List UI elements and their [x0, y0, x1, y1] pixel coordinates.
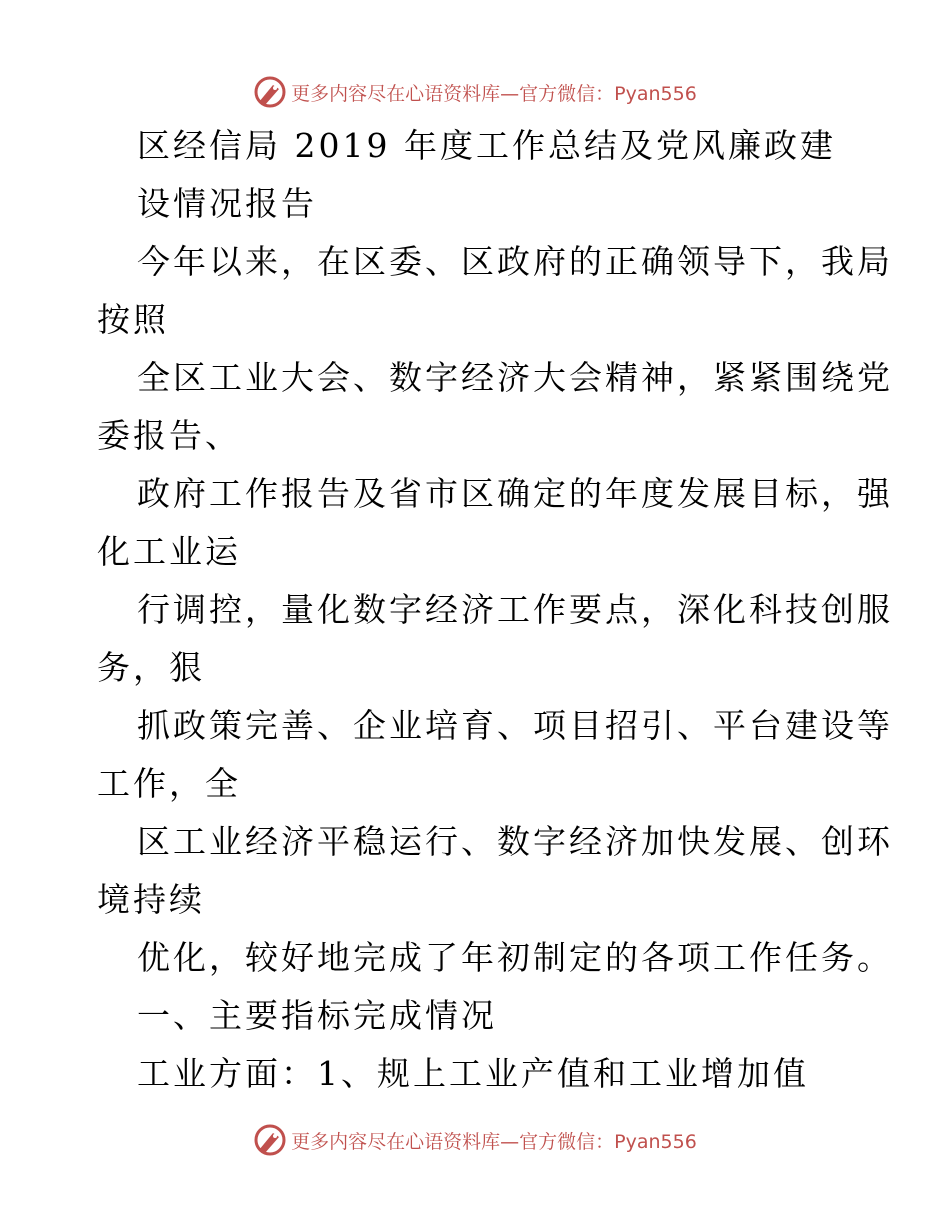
header-watermark [0, 72, 950, 112]
doc-title-line-2: 设情况报告 [137, 184, 317, 223]
doc-paragraph-line: 按照 [97, 300, 169, 339]
doc-paragraph-line: 优化，较好地完成了年初制定的各项工作任务。 [137, 938, 893, 977]
doc-section-heading: 一、主要指标完成情况 [137, 996, 497, 1035]
pen-nib-logo-icon [253, 75, 287, 109]
doc-paragraph-line: 政府工作报告及省市区确定的年度发展目标，强 [137, 474, 893, 513]
doc-paragraph-line: 区工业经济平稳运行、数字经济加快发展、创环 [137, 822, 893, 861]
pen-nib-logo-icon [253, 1123, 287, 1157]
doc-paragraph-line: 化工业运 [97, 532, 241, 571]
doc-paragraph-line: 委报告、 [97, 416, 241, 455]
doc-paragraph-line: 今年以来，在区委、区政府的正确领导下，我局 [137, 242, 893, 281]
header-watermark-text: 更多内容尽在心语资料库—官方微信：Pyan556 [291, 82, 697, 105]
doc-paragraph-line: 抓政策完善、企业培育、项目招引、平台建设等 [137, 706, 893, 745]
footer-watermark-text: 更多内容尽在心语资料库—官方微信：Pyan556 [291, 1130, 697, 1153]
doc-title-line-1: 区经信局 2019 年度工作总结及党风廉政建 [137, 126, 836, 165]
doc-paragraph-line: 行调控，量化数字经济工作要点，深化科技创服 [137, 590, 893, 629]
doc-paragraph-line: 工业方面：1、规上工业产值和工业增加值 [137, 1054, 809, 1093]
doc-paragraph-line: 工作，全 [97, 764, 241, 803]
doc-paragraph-line: 务，狠 [97, 648, 205, 687]
doc-paragraph-line: 全区工业大会、数字经济大会精神，紧紧围绕党 [137, 358, 893, 397]
footer-watermark [0, 1120, 950, 1160]
doc-paragraph-line: 境持续 [97, 880, 205, 919]
